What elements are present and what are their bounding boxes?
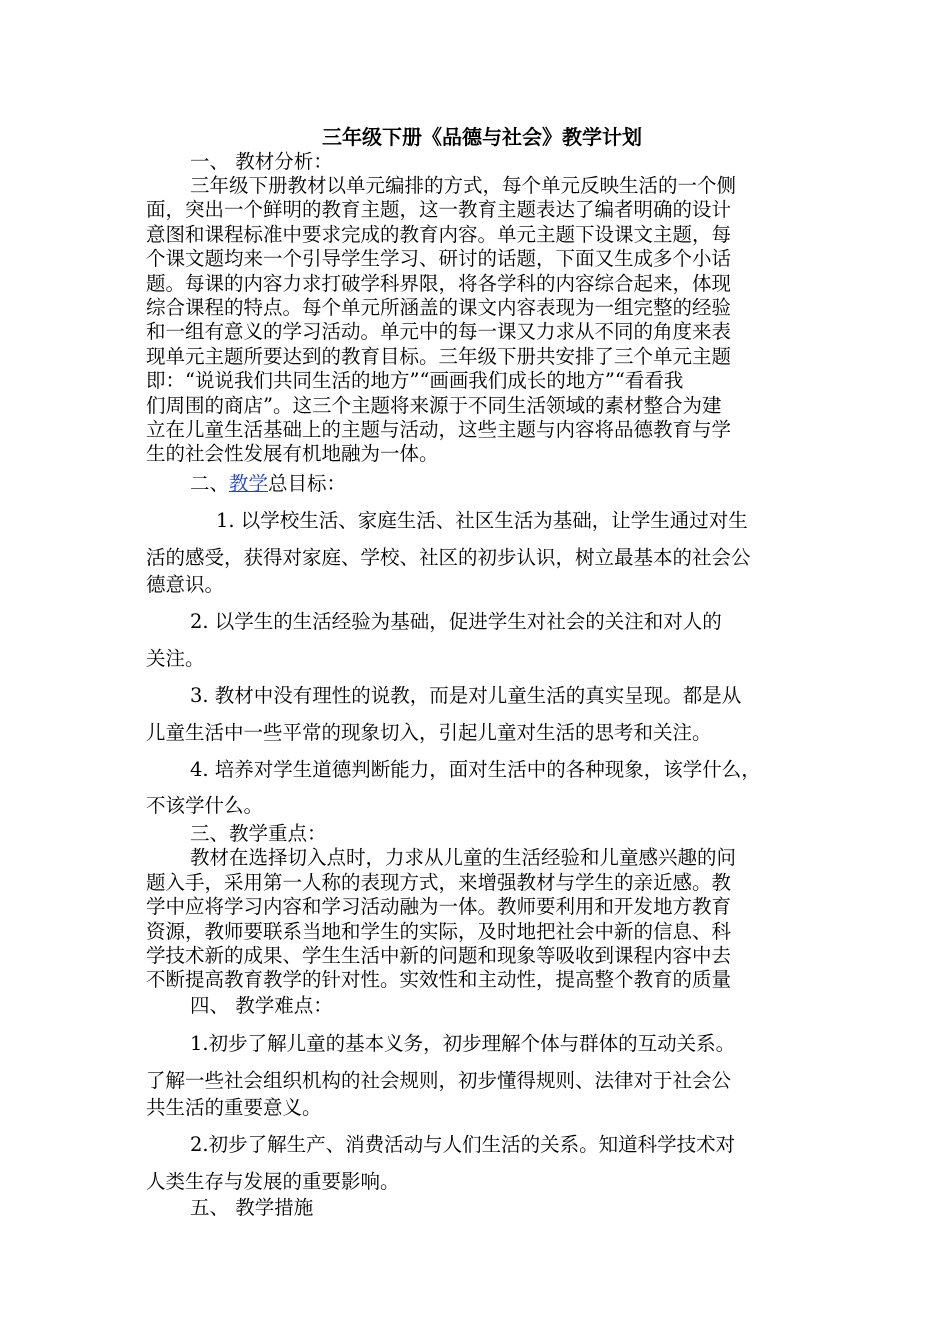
paragraph-line: 和一组有意义的学习活动。单元中的每一课又力求从不同的角度来表: [146, 320, 732, 343]
goal-item-3: 3. 教材中没有理性的说教，而是对儿童生活的真实呈现。都是从: [190, 684, 742, 707]
paragraph-line: 即：“说说我们共同生活的地方”“画画我们成长的地方”“看看我: [146, 369, 684, 392]
paragraph-line: 教材在选择切入点时，力求从儿童的生活经验和儿童感兴趣的问: [190, 846, 737, 869]
paragraph-line: 题。每课的内容力求打破学科界限，将各学科的内容综合起来，体现: [146, 272, 732, 295]
paragraph-line: 面，突出一个鲜明的教育主题，这一教育主题表达了编者明确的设计: [146, 198, 732, 221]
section-heading-3: 三、教学重点：: [190, 822, 327, 845]
paragraph-line: 学技术新的成果、学生生活中新的问题和现象等吸收到课程内容中去: [146, 944, 732, 967]
page-title: 三年级下册《品德与社会》教学计划: [322, 125, 642, 149]
paragraph-line: 三年级下册教材以单元编排的方式，每个单元反映生活的一个侧: [190, 174, 737, 197]
paragraph-line: 们周围的商店”。这三个主题将来源于不同生活领域的素材整合为建: [146, 394, 722, 417]
paragraph-line: 资源，教师要联系当地和学生的实际，及时地把社会中新的信息、科: [146, 920, 732, 943]
goal-item-3-cont: 儿童生活中一些平常的现象切入，引起儿童对生活的思考和关注。: [146, 721, 712, 744]
paragraph-line: 现单元主题所要达到的教育目标。三年级下册共安排了三个单元主题: [146, 345, 732, 368]
paragraph-line: 意图和课程标准中要求完成的教育内容。单元主题下设课文主题，每: [146, 223, 732, 246]
goal-item-4: 4. 培养对学生道德判断能力，面对生活中的各种现象，该学什么，: [190, 758, 761, 781]
goal-item-1-cont: 德意识。: [146, 573, 225, 596]
difficulty-item-2: 2.初步了解生产、消费活动与人们生活的关系。知道科学技术对: [190, 1133, 736, 1156]
paragraph-line: 个课文题均来一个引导学生学习、研讨的话题，下面又生成多个小话: [146, 247, 732, 270]
paragraph-line: 立在儿童生活基础上的主题与活动，这些主题与内容将品德教育与学: [146, 418, 732, 441]
difficulty-item-1-cont: 共生活的重要意义。: [146, 1096, 322, 1119]
teaching-link[interactable]: 教学: [229, 472, 269, 495]
difficulty-item-1-cont: 了解一些社会组织机构的社会规则，初步懂得规则、法律对于社会公: [146, 1069, 732, 1092]
paragraph-line: 生的社会性发展有机地融为一体。: [146, 442, 439, 465]
paragraph-line: 学中应将学习内容和学习活动融为一体。教师要利用和开发地方教育: [146, 895, 732, 918]
goal-item-2: 2. 以学生的生活经验为基础，促进学生对社会的关注和对人的: [190, 610, 722, 633]
difficulty-item-2-cont: 人类生存与发展的重要影响。: [146, 1170, 400, 1193]
section-heading-2: [190, 472, 862, 496]
paragraph-line: 题入手，采用第一人称的表现方式，来增强教材与学生的亲近感。教: [146, 871, 732, 894]
paragraph-line: 综合课程的特点。每个单元所涵盖的课文内容表现为一组完整的经验: [146, 296, 732, 319]
difficulty-item-1: 1.初步了解儿童的基本义务，初步理解个体与群体的互动关系。: [190, 1032, 736, 1055]
goal-item-4-cont: 不该学什么。: [146, 794, 264, 817]
goal-item-2-cont: 关注。: [146, 647, 205, 670]
section-heading-1: 一、 教材分析：: [190, 150, 333, 173]
section-heading-4: 四、 教学难点：: [190, 994, 333, 1017]
goal-item-1-cont: 活的感受，获得对家庭、学校、社区的初步认识，树立最基本的社会公: [146, 546, 751, 569]
section-heading-5: 五、 教学措施: [190, 1196, 314, 1219]
section-2-prefix: 二、: [190, 472, 230, 495]
goal-item-1: 1. 以学校生活、家庭生活、社区生活为基础，让学生通过对生: [216, 509, 748, 532]
paragraph-line: 不断提高教育教学的针对性。实效性和主动性，提高整个教育的质量: [146, 968, 732, 991]
section-2-suffix: 总目标：: [268, 472, 347, 495]
